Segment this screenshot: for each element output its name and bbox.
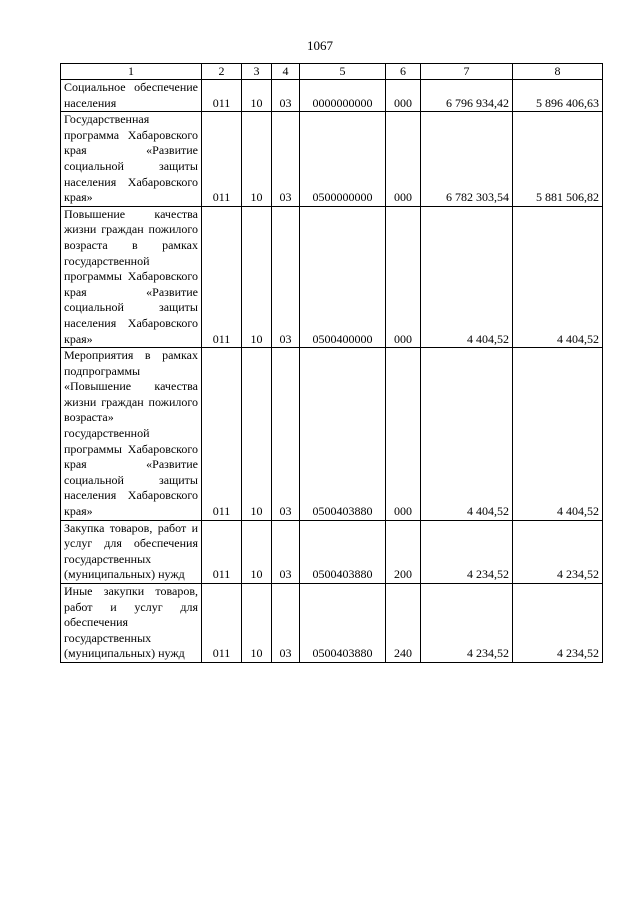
column-header: 6 — [386, 64, 421, 80]
cell-expense-type: 000 — [386, 206, 421, 347]
column-header: 2 — [202, 64, 242, 80]
table-row — [61, 520, 603, 583]
cell-amount-1: 6 796 934,42 — [421, 80, 513, 112]
cell-target-article: 0500403880 — [300, 584, 386, 663]
cell-subsection: 03 — [272, 112, 300, 207]
table-row — [61, 80, 603, 112]
column-header: 5 — [300, 64, 386, 80]
cell-target-article: 0500403880 — [300, 520, 386, 583]
cell-amount-2: 4 234,52 — [513, 520, 603, 583]
cell-code: 011 — [202, 80, 242, 112]
cell-target-article: 0500000000 — [300, 112, 386, 207]
cell-target-article: 0000000000 — [300, 80, 386, 112]
cell-amount-1: 6 782 303,54 — [421, 112, 513, 207]
cell-amount-1: 4 234,52 — [421, 520, 513, 583]
budget-table — [60, 63, 603, 663]
table-row — [61, 112, 603, 207]
cell-subsection: 03 — [272, 206, 300, 347]
cell-amount-1: 4 234,52 — [421, 584, 513, 663]
cell-section: 10 — [242, 584, 272, 663]
cell-section: 10 — [242, 520, 272, 583]
cell-expense-type: 240 — [386, 584, 421, 663]
column-header: 3 — [242, 64, 272, 80]
cell-subsection: 03 — [272, 80, 300, 112]
column-header: 7 — [421, 64, 513, 80]
row-name: Иные закупки товаров, работ и услуг для обеспечения государственных (муниципальных) нужд — [61, 584, 202, 663]
cell-amount-2: 5 896 406,63 — [513, 80, 603, 112]
table-row — [61, 348, 603, 521]
cell-section: 10 — [242, 206, 272, 347]
table-row — [61, 206, 603, 347]
row-name: Мероприятия в рамках подпрограммы «Повышение качества жизни граждан пожилого возраста» государственной программы Хабаровского края «Развитие социальной защиты населения Хабаровского края» — [61, 348, 202, 521]
cell-code: 011 — [202, 112, 242, 207]
cell-subsection: 03 — [272, 584, 300, 663]
cell-expense-type: 200 — [386, 520, 421, 583]
cell-amount-2: 4 234,52 — [513, 584, 603, 663]
cell-section: 10 — [242, 80, 272, 112]
column-header: 1 — [61, 64, 202, 80]
column-header: 4 — [272, 64, 300, 80]
table-header-row — [61, 64, 603, 80]
cell-amount-1: 4 404,52 — [421, 206, 513, 347]
cell-code: 011 — [202, 206, 242, 347]
row-name: Социальное обеспечение населения — [61, 80, 202, 112]
cell-amount-2: 4 404,52 — [513, 348, 603, 521]
cell-code: 011 — [202, 520, 242, 583]
column-header: 8 — [513, 64, 603, 80]
cell-expense-type: 000 — [386, 112, 421, 207]
cell-amount-2: 5 881 506,82 — [513, 112, 603, 207]
cell-subsection: 03 — [272, 520, 300, 583]
cell-expense-type: 000 — [386, 80, 421, 112]
page-number: 1067 — [307, 38, 333, 53]
cell-section: 10 — [242, 112, 272, 207]
cell-code: 011 — [202, 584, 242, 663]
row-name: Государственная программа Хабаровского края «Развитие социальной защиты населения Хабаровского края» — [61, 112, 202, 207]
cell-target-article: 0500403880 — [300, 348, 386, 521]
cell-section: 10 — [242, 348, 272, 521]
cell-amount-1: 4 404,52 — [421, 348, 513, 521]
cell-code: 011 — [202, 348, 242, 521]
cell-amount-2: 4 404,52 — [513, 206, 603, 347]
cell-subsection: 03 — [272, 348, 300, 521]
cell-target-article: 0500400000 — [300, 206, 386, 347]
row-name: Закупка товаров, работ и услуг для обеспечения государственных (муниципальных) нужд — [61, 520, 202, 583]
table-row — [61, 584, 603, 663]
row-name: Повышение качества жизни граждан пожилого возраста в рамках государственной программы Хабаровского края «Развитие социальной защиты населения Хабаровского края» — [61, 206, 202, 347]
cell-expense-type: 000 — [386, 348, 421, 521]
